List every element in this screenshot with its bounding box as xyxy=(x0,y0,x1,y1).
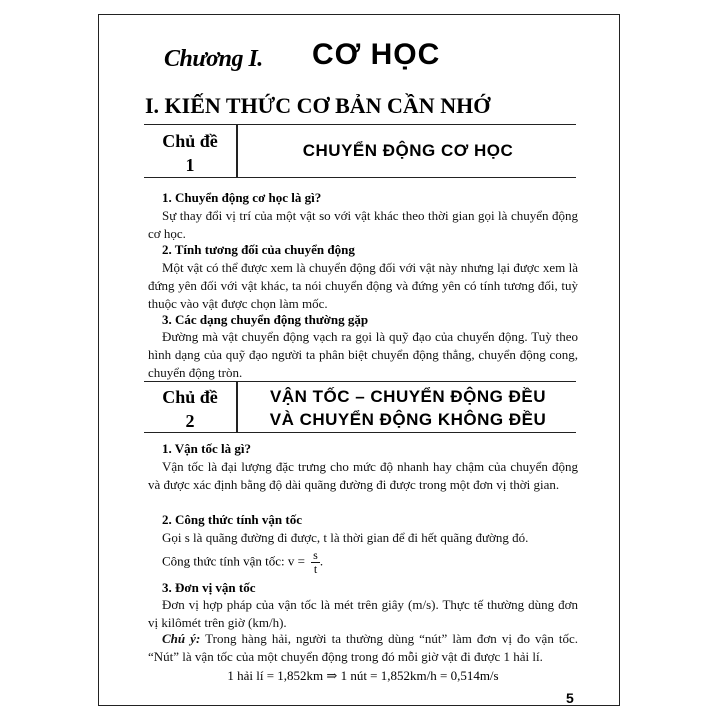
topic-1-title: CHUYỂN ĐỘNG CƠ HỌC xyxy=(302,141,514,160)
chapter-title: CƠ HỌC xyxy=(312,38,441,71)
topic-1-box xyxy=(144,124,576,178)
topic-2-item-1-text: Vận tốc là đại lượng đặc trưng cho mức độ nhanh hay chậm của chuyển động và được xác định bằng độ dài quãng đường đi được trong một đơn vị thời gian. xyxy=(148,459,578,492)
topic-2-label: Chủ đề 2 xyxy=(162,387,218,431)
topic-2-box xyxy=(144,381,576,433)
topic-1-item-1-heading: 1. Chuyển động cơ học là gì? xyxy=(162,190,322,205)
velocity-fraction: $\frac{s}{t}$ xyxy=(313,548,318,576)
unit-conversion: 1 hải lí = 1,852km ⇒ 1 nút = 1,852km/h = 0,514m/s xyxy=(227,668,499,683)
note-label: Chú ý: xyxy=(162,631,201,646)
topic-2-item-3-heading: 3. Đơn vị vận tốc xyxy=(162,580,256,595)
velocity-formula: Công thức tính vận tốc: v = $\frac{s}{t}$ . xyxy=(162,548,324,576)
topic-1-divider xyxy=(236,125,238,177)
topic-1-item-3-heading: 3. Các dạng chuyển động thường gặp xyxy=(162,312,369,327)
note-paragraph: Chú ý: Trong hàng hải, người ta thường dùng “nút” làm đơn vị đo vận tốc. “Nút” là vận tốc của một chuyển động trong đó mỗi giờ vật đi được 1 hải lí. xyxy=(148,631,579,664)
topic-1-item-2-heading: 2. Tính tương đối của chuyển động xyxy=(162,242,355,257)
topic-2-item-1-heading: 1. Vận tốc là gì? xyxy=(162,441,251,456)
topic-1-item-1-text: Sự thay đổi vị trí của một vật so với vật khác theo thời gian gọi là chuyển động cơ học. xyxy=(148,208,578,241)
topic-1-label: Chủ đề 1 xyxy=(162,131,218,175)
topic-1-item-3-text: Đường mà vật chuyển động vạch ra gọi là quỹ đạo của chuyển động. Tuỳ theo hình dạng của quỹ đạo người ta phân biệt chuyển động thẳng, chuyển động cong, chuyển động tròn. xyxy=(148,329,578,380)
topic-2-item-2-heading: 2. Công thức tính vận tốc xyxy=(162,512,302,527)
chapter-label: Chương I. xyxy=(164,46,263,72)
section-heading: I. KIẾN THỨC CƠ BẢN CẦN NHỚ xyxy=(145,93,491,118)
page-number: 5 xyxy=(566,690,574,706)
topic-2-title: VẬN TỐC – CHUYỂN ĐỘNG ĐỀU VÀ CHUYỂN ĐỘNG KHÔNG ĐỀU xyxy=(269,387,547,429)
topic-2-item-3-text: Đơn vị hợp pháp của vận tốc là mét trên giây (m/s). Thực tế thường dùng đơn vị kilômét trên giờ (km/h). xyxy=(148,597,578,630)
topic-1-item-2-text: Một vật có thể được xem là chuyển động đối với vật này nhưng lại được xem là đứng yên đối với vật khác, ta nói chuyển động và đứng yên có tính tương đối, tuỳ thuộc vào vật được chọn làm mốc. xyxy=(148,260,578,311)
topic-2-item-2-text: Gọi s là quãng đường đi được, t là thời gian để đi hết quãng đường đó. xyxy=(162,530,529,545)
topic-2-divider xyxy=(236,382,238,432)
